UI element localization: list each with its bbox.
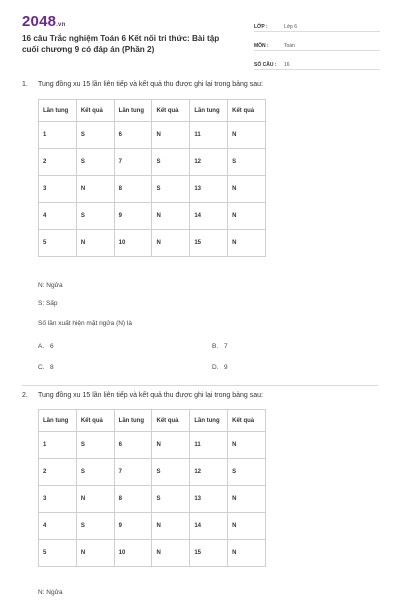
option-key: B.	[212, 343, 219, 350]
table-cell: S	[152, 176, 190, 203]
site-logo[interactable]	[22, 13, 65, 30]
table-cell: 12	[190, 149, 228, 176]
meta-label: MÔN :	[254, 43, 269, 49]
question-prompt: Tung đồng xu 15 lần liên tiếp và kết quả thu được ghi lại trong bảng sau:	[38, 392, 264, 399]
meta-value: 16	[284, 62, 290, 68]
table-cell: 15	[190, 540, 228, 567]
question-1-note: S: Sấp	[38, 300, 58, 307]
meta-row-subject	[254, 35, 380, 51]
question-2-note: N: Ngửa	[38, 589, 63, 596]
meta-label: LỚP :	[254, 24, 268, 30]
meta-row-count	[254, 54, 380, 70]
table-cell: 13	[190, 486, 228, 513]
table-header: Kết quả	[228, 410, 266, 432]
table-cell: 13	[190, 176, 228, 203]
answer-option-d[interactable]	[212, 364, 228, 371]
table-row	[39, 230, 266, 257]
table-cell: N	[228, 513, 266, 540]
table-cell: N	[228, 122, 266, 149]
table-cell: 7	[114, 149, 152, 176]
table-row	[39, 203, 266, 230]
table-cell: 8	[114, 176, 152, 203]
question-1-note: N: Ngửa	[38, 282, 63, 289]
question-1-note: Số lần xuất hiện mặt ngửa (N) là	[38, 320, 132, 327]
table-cell: N	[228, 540, 266, 567]
question-divider	[22, 385, 378, 386]
option-key: C.	[38, 364, 45, 371]
table-cell: N	[152, 540, 190, 567]
table-cell: N	[152, 513, 190, 540]
table-row	[39, 122, 266, 149]
table-cell: 8	[114, 486, 152, 513]
table-cell: S	[152, 459, 190, 486]
table-header: Kết quả	[76, 100, 114, 122]
meta-value: Lớp 6	[284, 24, 298, 30]
table-cell: S	[76, 513, 114, 540]
table-cell: 11	[190, 122, 228, 149]
table-cell: 5	[39, 540, 77, 567]
table-header: Lần tung	[190, 410, 228, 432]
table-header: Lần tung	[39, 410, 77, 432]
table-cell: N	[228, 230, 266, 257]
meta-row-class	[254, 16, 380, 32]
table-header-row	[39, 410, 266, 432]
table-cell: N	[228, 176, 266, 203]
answer-option-b[interactable]	[212, 343, 228, 350]
question-1-table	[38, 99, 266, 257]
document-meta	[254, 16, 380, 73]
table-cell: S	[76, 122, 114, 149]
table-cell: 14	[190, 513, 228, 540]
table-row	[39, 176, 266, 203]
table-row	[39, 486, 266, 513]
table-cell: S	[76, 432, 114, 459]
table-cell: 11	[190, 432, 228, 459]
table-cell: N	[76, 540, 114, 567]
table-cell: 6	[114, 432, 152, 459]
table-cell: 1	[39, 432, 77, 459]
option-key: A.	[38, 343, 45, 350]
table-cell: S	[152, 486, 190, 513]
table-cell: N	[228, 486, 266, 513]
table-cell: N	[152, 432, 190, 459]
table-header: Kết quả	[76, 410, 114, 432]
table-cell: 1	[39, 122, 77, 149]
table-cell: 5	[39, 230, 77, 257]
table-cell: S	[76, 203, 114, 230]
table-cell: N	[152, 122, 190, 149]
table-cell: N	[76, 176, 114, 203]
question-number: 1.	[22, 81, 28, 88]
table-cell: 15	[190, 230, 228, 257]
question-number: 2.	[22, 392, 28, 399]
option-value: 7	[224, 343, 228, 350]
question-2-table	[38, 409, 266, 567]
page-header	[0, 0, 400, 68]
table-header: Kết quả	[152, 410, 190, 432]
table-cell: S	[152, 149, 190, 176]
table-row	[39, 149, 266, 176]
table-cell: N	[76, 230, 114, 257]
option-value: 8	[50, 364, 54, 371]
question-prompt: Tung đồng xu 15 lần liên tiếp và kết quả thu được ghi lại trong bảng sau:	[38, 81, 264, 88]
logo-text: 2048	[22, 13, 57, 30]
table-header: Lần tung	[114, 100, 152, 122]
answer-option-a[interactable]	[38, 343, 54, 350]
table-cell: 4	[39, 513, 77, 540]
table-cell: N	[76, 486, 114, 513]
table-header: Kết quả	[228, 100, 266, 122]
table-cell: 4	[39, 203, 77, 230]
table-cell: 10	[114, 230, 152, 257]
table-cell: 12	[190, 459, 228, 486]
table-cell: 9	[114, 513, 152, 540]
table-cell: 7	[114, 459, 152, 486]
table-cell: N	[228, 203, 266, 230]
table-cell: 10	[114, 540, 152, 567]
table-cell: S	[76, 459, 114, 486]
table-cell: 3	[39, 486, 77, 513]
table-header: Kết quả	[152, 100, 190, 122]
logo-suffix: .vn	[56, 22, 66, 28]
table-row	[39, 459, 266, 486]
table-row	[39, 513, 266, 540]
table-row	[39, 432, 266, 459]
table-header: Lần tung	[190, 100, 228, 122]
table-cell: 9	[114, 203, 152, 230]
meta-value: Toán	[284, 43, 295, 49]
question-1-text	[22, 81, 263, 88]
meta-label: SỐ CÂU :	[254, 62, 277, 68]
table-cell: N	[152, 203, 190, 230]
table-cell: S	[228, 149, 266, 176]
table-header-row	[39, 100, 266, 122]
answer-option-c[interactable]	[38, 364, 54, 371]
table-cell: 6	[114, 122, 152, 149]
table-cell: 2	[39, 459, 77, 486]
option-value: 6	[50, 343, 54, 350]
option-value: 9	[224, 364, 228, 371]
table-cell: 3	[39, 176, 77, 203]
table-header: Lần tung	[39, 100, 77, 122]
question-2-text	[22, 392, 263, 399]
table-cell: S	[76, 149, 114, 176]
table-cell: N	[228, 432, 266, 459]
table-row	[39, 540, 266, 567]
table-header: Lần tung	[114, 410, 152, 432]
table-cell: N	[152, 230, 190, 257]
table-cell: S	[228, 459, 266, 486]
table-cell: 14	[190, 203, 228, 230]
document-title: 16 câu Trắc nghiệm Toán 6 Kết nối tri thức: Bài tập cuối chương 9 có đáp án (Phần 2)	[22, 34, 220, 54]
option-key: D.	[212, 364, 219, 371]
table-cell: 2	[39, 149, 77, 176]
